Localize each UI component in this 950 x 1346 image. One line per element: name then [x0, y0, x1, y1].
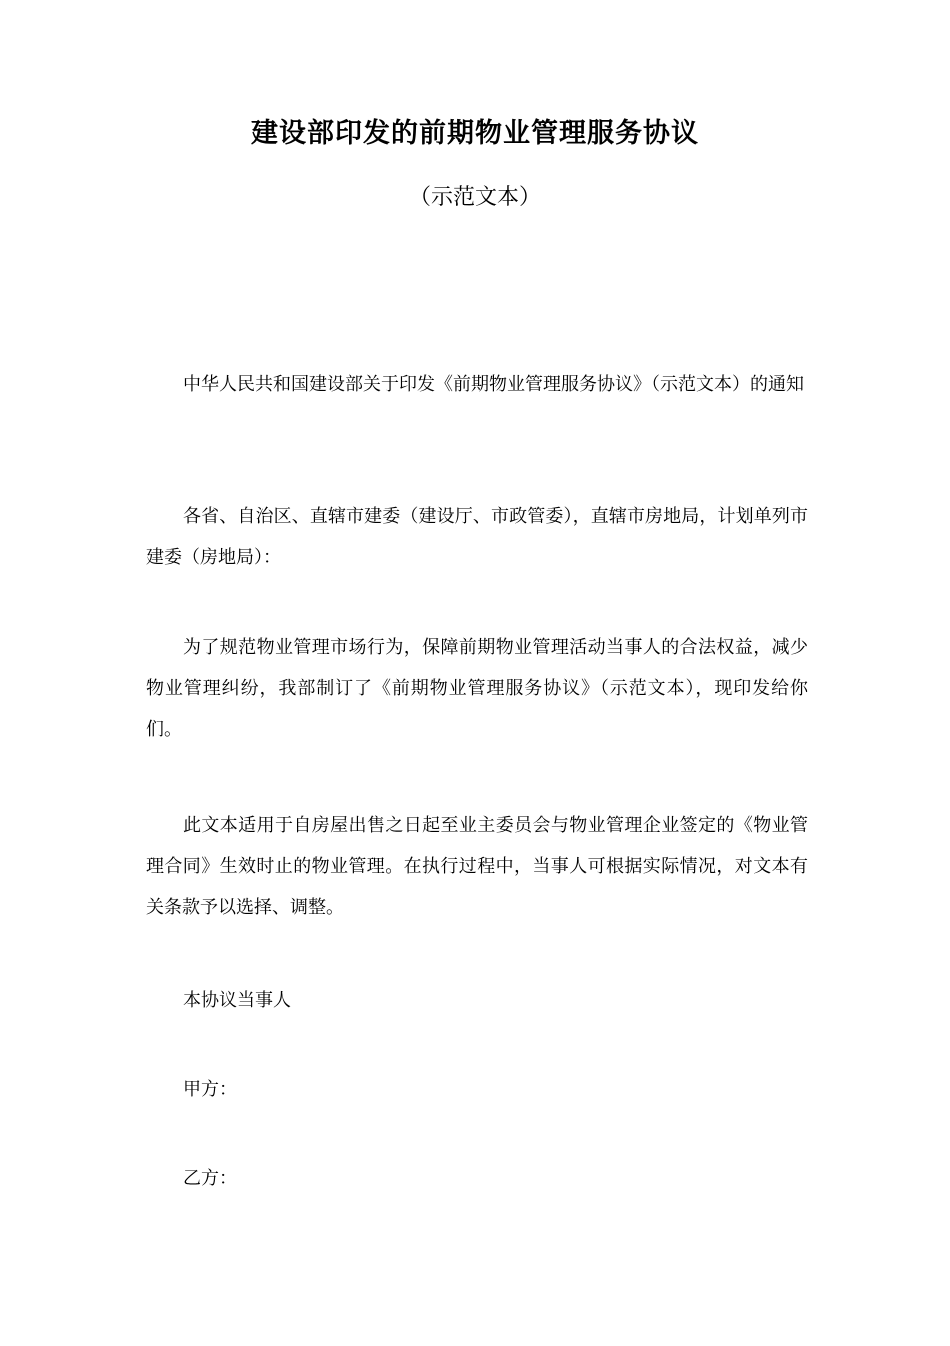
parties-heading: 本协议当事人	[183, 990, 291, 1011]
document-subtitle: （示范文本）	[408, 185, 541, 210]
notice-heading-paragraph: 中华人民共和国建设部关于印发《前期物业管理服务协议》（示范文本）的通知	[183, 374, 804, 395]
party-b-label: 乙方：	[183, 1168, 237, 1189]
purpose-paragraph: 为了规范物业管理市场行为，保障前期物业管理活动当事人的合法权益，减少物业管理纠纷，我部制订了《前期物业管理服务协议》（示范文本），现印发给你们。	[146, 637, 808, 740]
party-a-label: 甲方：	[183, 1079, 237, 1100]
document-title: 建设部印发的前期物业管理服务协议	[251, 118, 699, 149]
scope-paragraph: 此文本适用于自房屋出售之日起至业主委员会与物业管理企业签定的《物业管理合同》生效时止的物业管理。在执行过程中，当事人可根据实际情况，对文本有关条款予以选择、调整。	[146, 815, 808, 918]
addressee-paragraph: 各省、自治区、直辖市建委（建设厅、市政管委），直辖市房地局，计划单列市建委（房地局）：	[146, 506, 808, 568]
